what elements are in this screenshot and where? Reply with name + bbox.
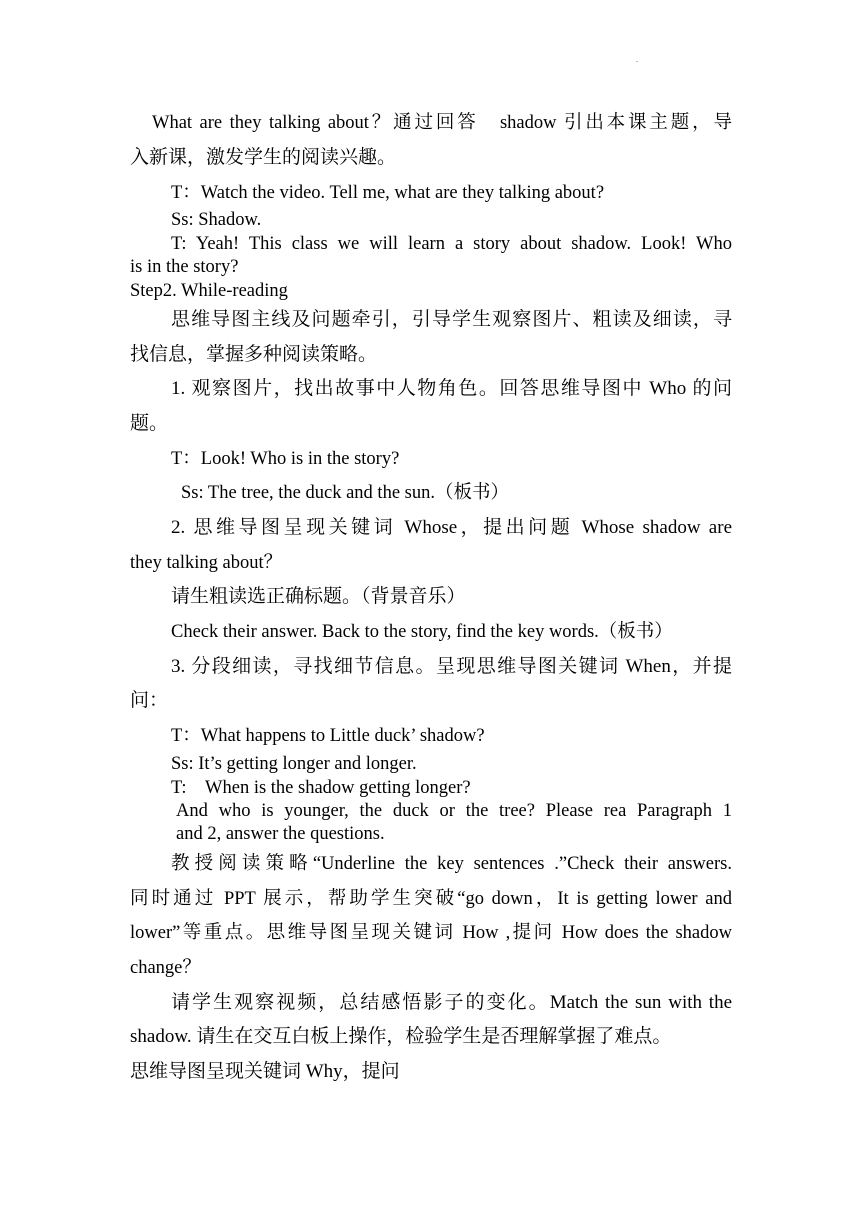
text-line: T: When is the shadow getting longer? [171, 778, 471, 798]
text-line: 思维导图主线及问题牵引，引导学生观察图片、粗读及细读，寻 [171, 309, 732, 330]
text-line: and 2, answer the questions. [176, 824, 385, 844]
text-line: What are they talking about？通过回答 shadow 引出本课主题，导 [152, 113, 732, 133]
header-mark: . [636, 55, 638, 64]
text-line: 教授阅读策略“Underline the key sentences .”Check their answers. [171, 854, 732, 874]
text-line: 1. 观察图片，找出故事中人物角色。回答思维导图中 Who 的问 [171, 378, 732, 399]
text-line: T：Look! Who is in the story? [171, 449, 400, 469]
text-line: Ss: Shadow. [171, 210, 262, 230]
text-line: Check their answer. Back to the story, find the key words.（板书） [171, 622, 673, 642]
text-line: 2. 思维导图呈现关键词 Whose，提出问题 Whose shadow are [171, 517, 732, 538]
text-line: And who is younger, the duck or the tree? Please rea Paragraph 1 [176, 801, 732, 821]
text-line: 题。 [130, 413, 169, 434]
text-line: 思维导图呈现关键词 Why，提问 [130, 1061, 400, 1082]
text-line: 问： [130, 690, 169, 711]
text-line: T：Watch the video. Tell me, what are they talking about? [171, 183, 605, 203]
text-line: T: Yeah! This class we will learn a story about shadow. Look! Who [171, 234, 732, 254]
text-line: is in the story? [130, 257, 239, 277]
section-heading: Step2. While-reading [130, 281, 288, 301]
text-line: 3. 分段细读，寻找细节信息。呈现思维导图关键词 When，并提 [171, 656, 732, 677]
text-line: 请学生观察视频，总结感悟影子的变化。Match the sun with the [171, 992, 732, 1013]
text-line: Ss: The tree, the duck and the sun.（板书） [181, 483, 509, 503]
text-line: 找信息，掌握多种阅读策略。 [130, 344, 378, 365]
text-line: change？ [130, 958, 201, 978]
text-line: shadow. 请生在交互白板上操作，检验学生是否理解掌握了难点。 [130, 1026, 672, 1047]
text-line: Ss: It’s getting longer and longer. [171, 754, 417, 774]
text-line: 入新课，激发学生的阅读兴趣。 [130, 147, 397, 168]
text-line: 同时通过 PPT 展示，帮助学生突破“go down，It is getting lower and [130, 889, 732, 909]
text-line: lower”等重点。思维导图呈现关键词 How ,提问 How does the shadow [130, 923, 732, 943]
text-line: T：What happens to Little duck’ shadow? [171, 726, 485, 746]
text-line: 请生粗读选正确标题。（背景音乐） [171, 586, 466, 607]
text-line: they talking about？ [130, 553, 283, 573]
